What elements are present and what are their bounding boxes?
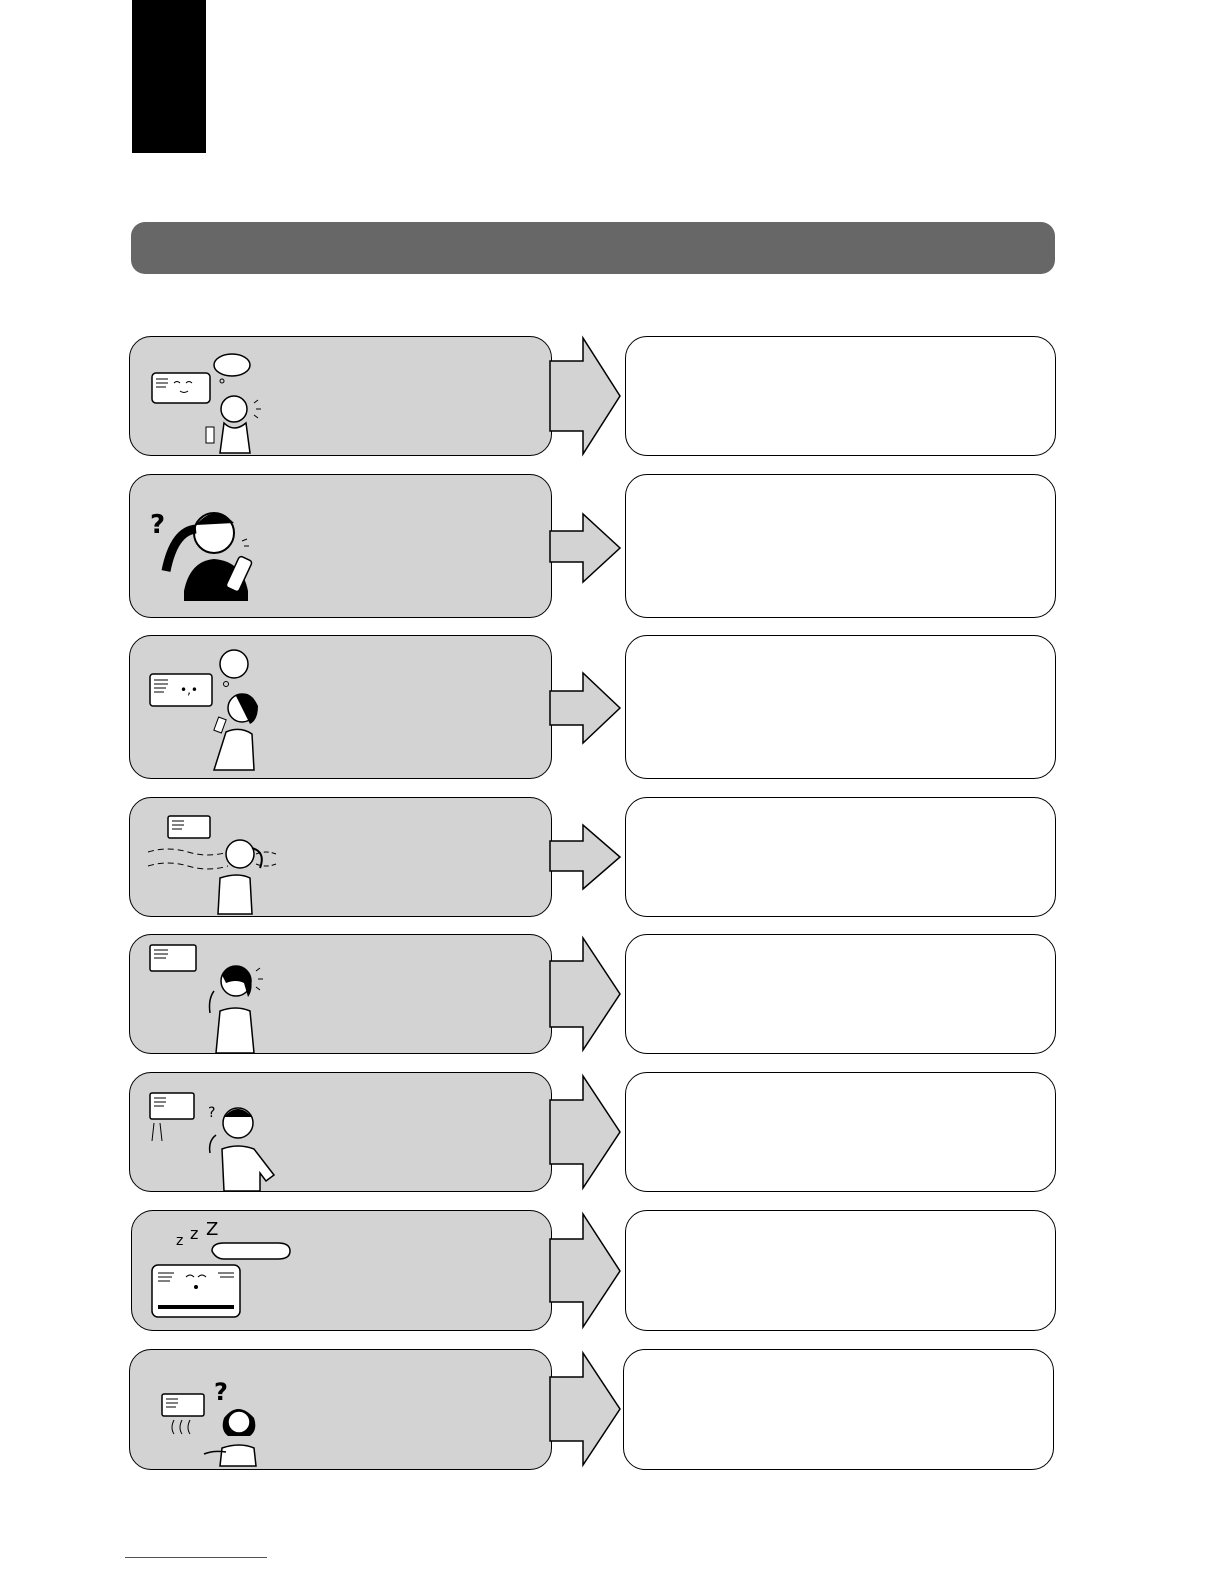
man-leaking-unit-icon [144, 1079, 304, 1199]
worried-woman-unit-icon [144, 941, 304, 1061]
arrow-right-icon [550, 1210, 624, 1331]
woman-airflow-icon [144, 804, 304, 924]
arrow-right-icon [550, 336, 624, 456]
troubleshoot-row [0, 635, 1224, 779]
troubleshoot-row [0, 474, 1224, 618]
section-header-bar [131, 222, 1055, 274]
arrow-right-icon [550, 1349, 624, 1470]
arrow-right-icon [550, 797, 624, 917]
arrow-right-icon [550, 635, 624, 779]
problem-box [131, 1210, 552, 1331]
unit-speech-bubble-icon [144, 343, 304, 463]
troubleshoot-row [0, 1072, 1224, 1192]
sleeping-unit-icon [146, 1217, 306, 1337]
svg-text:•,•: •,• [180, 683, 198, 697]
solution-box [625, 474, 1056, 618]
troubleshoot-row [0, 934, 1224, 1054]
problem-box [129, 1072, 552, 1192]
arrow-right-icon [550, 1072, 624, 1192]
svg-text:?: ? [150, 510, 166, 540]
footer-link-underline [125, 1557, 267, 1558]
problem-box [129, 474, 552, 618]
troubleshoot-row [0, 336, 1224, 456]
svg-text:z: z [176, 1233, 184, 1249]
troubleshoot-row [0, 1210, 1224, 1331]
arrow-right-icon [550, 474, 624, 618]
chapter-tab-marker [132, 0, 206, 153]
troubleshoot-row [0, 1349, 1224, 1470]
puzzled-man-remote-icon [144, 481, 304, 621]
solution-box [625, 934, 1056, 1054]
unit-woman-thought-bubble-icon [144, 642, 304, 782]
solution-box [625, 797, 1056, 917]
svg-text:?: ? [208, 1105, 216, 1121]
solution-box [625, 1072, 1056, 1192]
problem-box [129, 934, 552, 1054]
troubleshoot-row [0, 797, 1224, 917]
solution-box [623, 1349, 1054, 1470]
solution-box [625, 336, 1056, 456]
problem-box [129, 1349, 552, 1470]
solution-box [625, 635, 1056, 779]
svg-text:Z: Z [206, 1219, 219, 1240]
woman-question-unit-icon [144, 1356, 304, 1476]
problem-box [129, 635, 552, 779]
svg-text:z: z [190, 1224, 199, 1243]
arrow-right-icon [550, 934, 624, 1054]
svg-text:?: ? [214, 1378, 228, 1406]
problem-box [129, 797, 552, 917]
solution-box [625, 1210, 1056, 1331]
problem-box [129, 336, 552, 456]
